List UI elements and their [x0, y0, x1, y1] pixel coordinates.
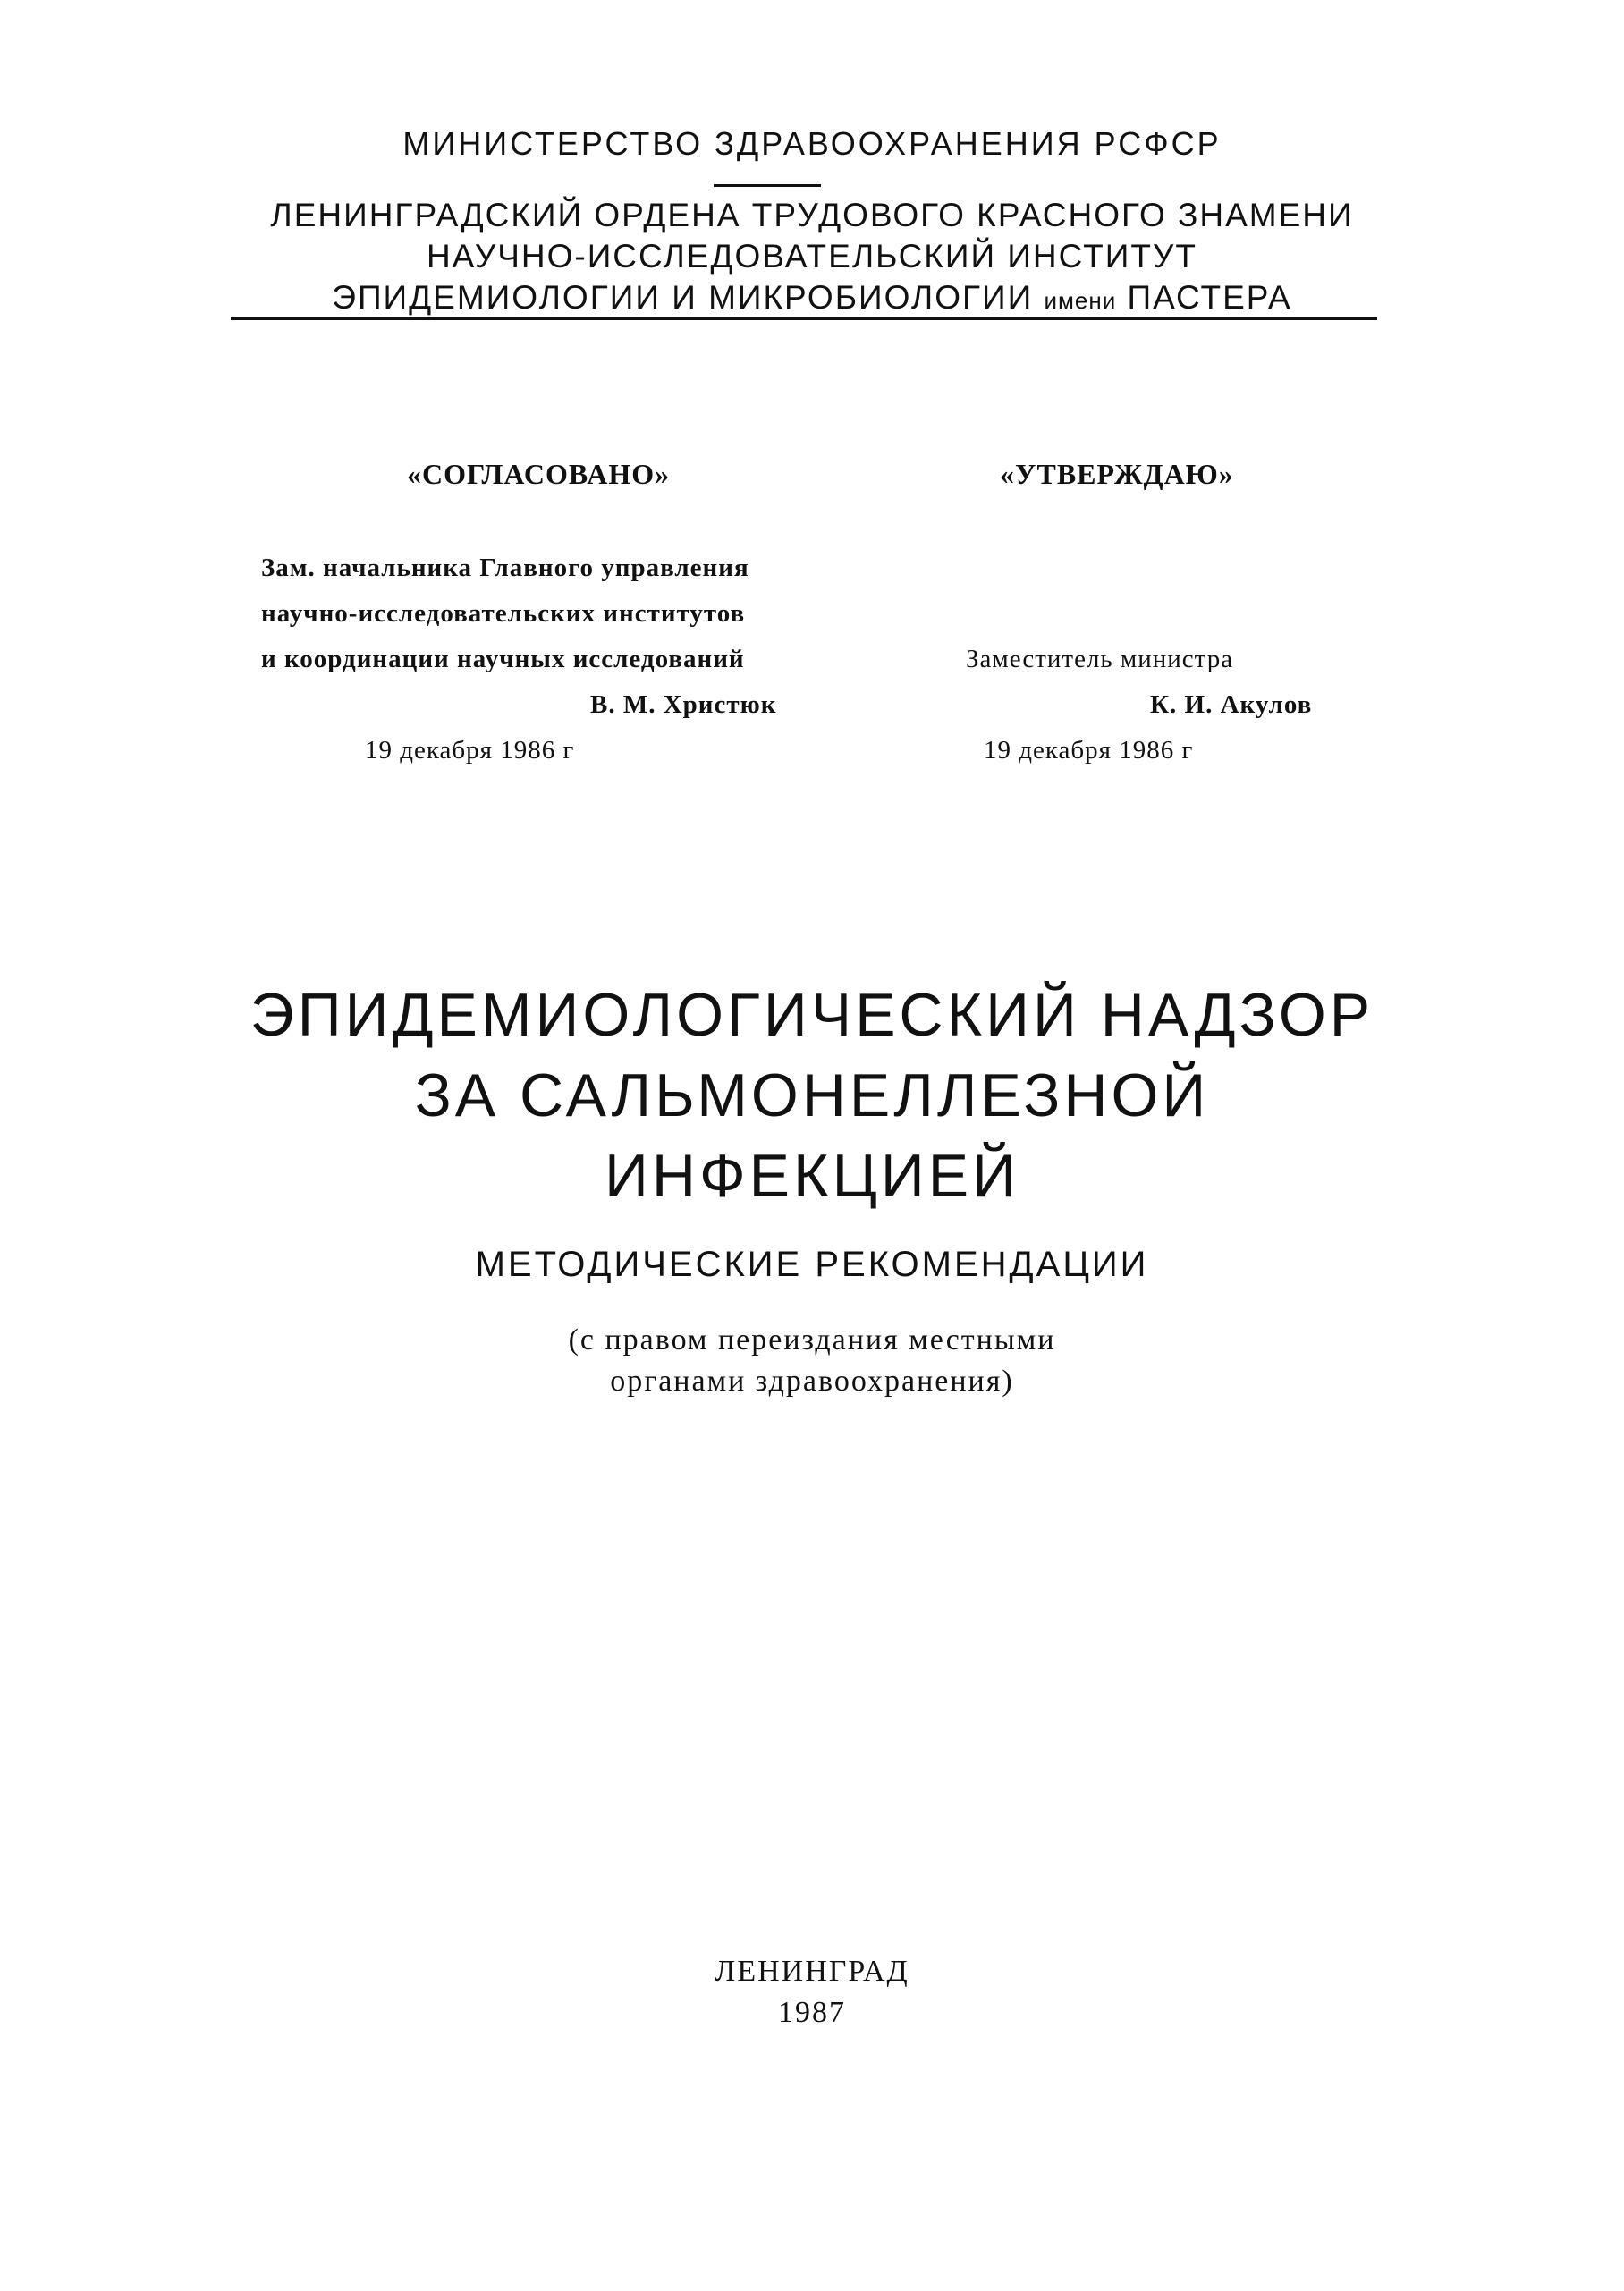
- institute-line-3-imeni: имени: [1044, 287, 1117, 314]
- reprint-note-line-2: органами здравоохранения): [610, 1365, 1014, 1398]
- approved-signatory: К. И. Акулов: [1150, 690, 1313, 719]
- title-line-2: ЗА САЛЬМОНЕЛЛЕЗНОЙ: [414, 1061, 1210, 1129]
- agreed-position-line-2: научно-исследовательских институтов: [261, 599, 746, 628]
- header-divider: [231, 317, 1377, 320]
- institute-line-2: НАУЧНО-ИССЛЕДОВАТЕЛЬСКИЙ ИНСТИТУТ: [426, 238, 1198, 275]
- agreed-signatory: В. М. Христюк: [590, 690, 777, 719]
- agreed-stamp: «СОГЛАСОВАНО»: [407, 458, 671, 490]
- title-line-3: ИНФЕКЦИЕЙ: [604, 1142, 1020, 1210]
- approved-position: Заместитель министра: [966, 645, 1234, 673]
- approved-stamp: «УТВЕРЖДАЮ»: [1000, 458, 1234, 490]
- imprint: [0, 1951, 1624, 2033]
- reprint-note-line-1: (с правом переиздания местными: [568, 1323, 1056, 1357]
- agreed-date: 19 декабря 1986 г: [365, 736, 575, 765]
- institute-line-3-main: ЭПИДЕМИОЛОГИИ И МИКРОБИОЛОГИИ: [332, 279, 1034, 316]
- agreed-block: [261, 545, 749, 682]
- approved-date: 19 декабря 1986 г: [984, 736, 1194, 765]
- title-line-1: ЭПИДЕМИОЛОГИЧЕСКИЙ НАДЗОР: [250, 981, 1374, 1049]
- institute-line-1: ЛЕНИНГРАДСКИЙ ОРДЕНА ТРУДОВОГО КРАСНОГО ЗНАМЕНИ: [270, 197, 1354, 233]
- institute-name: [0, 195, 1624, 321]
- document-title: [0, 975, 1624, 1216]
- short-divider: [714, 184, 821, 187]
- imprint-year: 1987: [778, 1996, 846, 2029]
- agreed-position-line-1: Зам. начальника Главного управления: [261, 554, 749, 582]
- reprint-note: [0, 1320, 1624, 1402]
- ministry-name: МИНИСТЕРСТВО ЗДРАВООХРАНЕНИЯ РСФСР: [402, 125, 1222, 162]
- institute-line-3: [0, 277, 1624, 321]
- agreed-position-line-3: и координации научных исследований: [261, 645, 745, 673]
- imprint-city: ЛЕНИНГРАД: [715, 1955, 909, 1988]
- document-subtitle: МЕТОДИЧЕСКИЕ РЕКОМЕНДАЦИИ: [475, 1245, 1149, 1284]
- institute-line-3-pasteur: ПАСТЕРА: [1127, 279, 1292, 316]
